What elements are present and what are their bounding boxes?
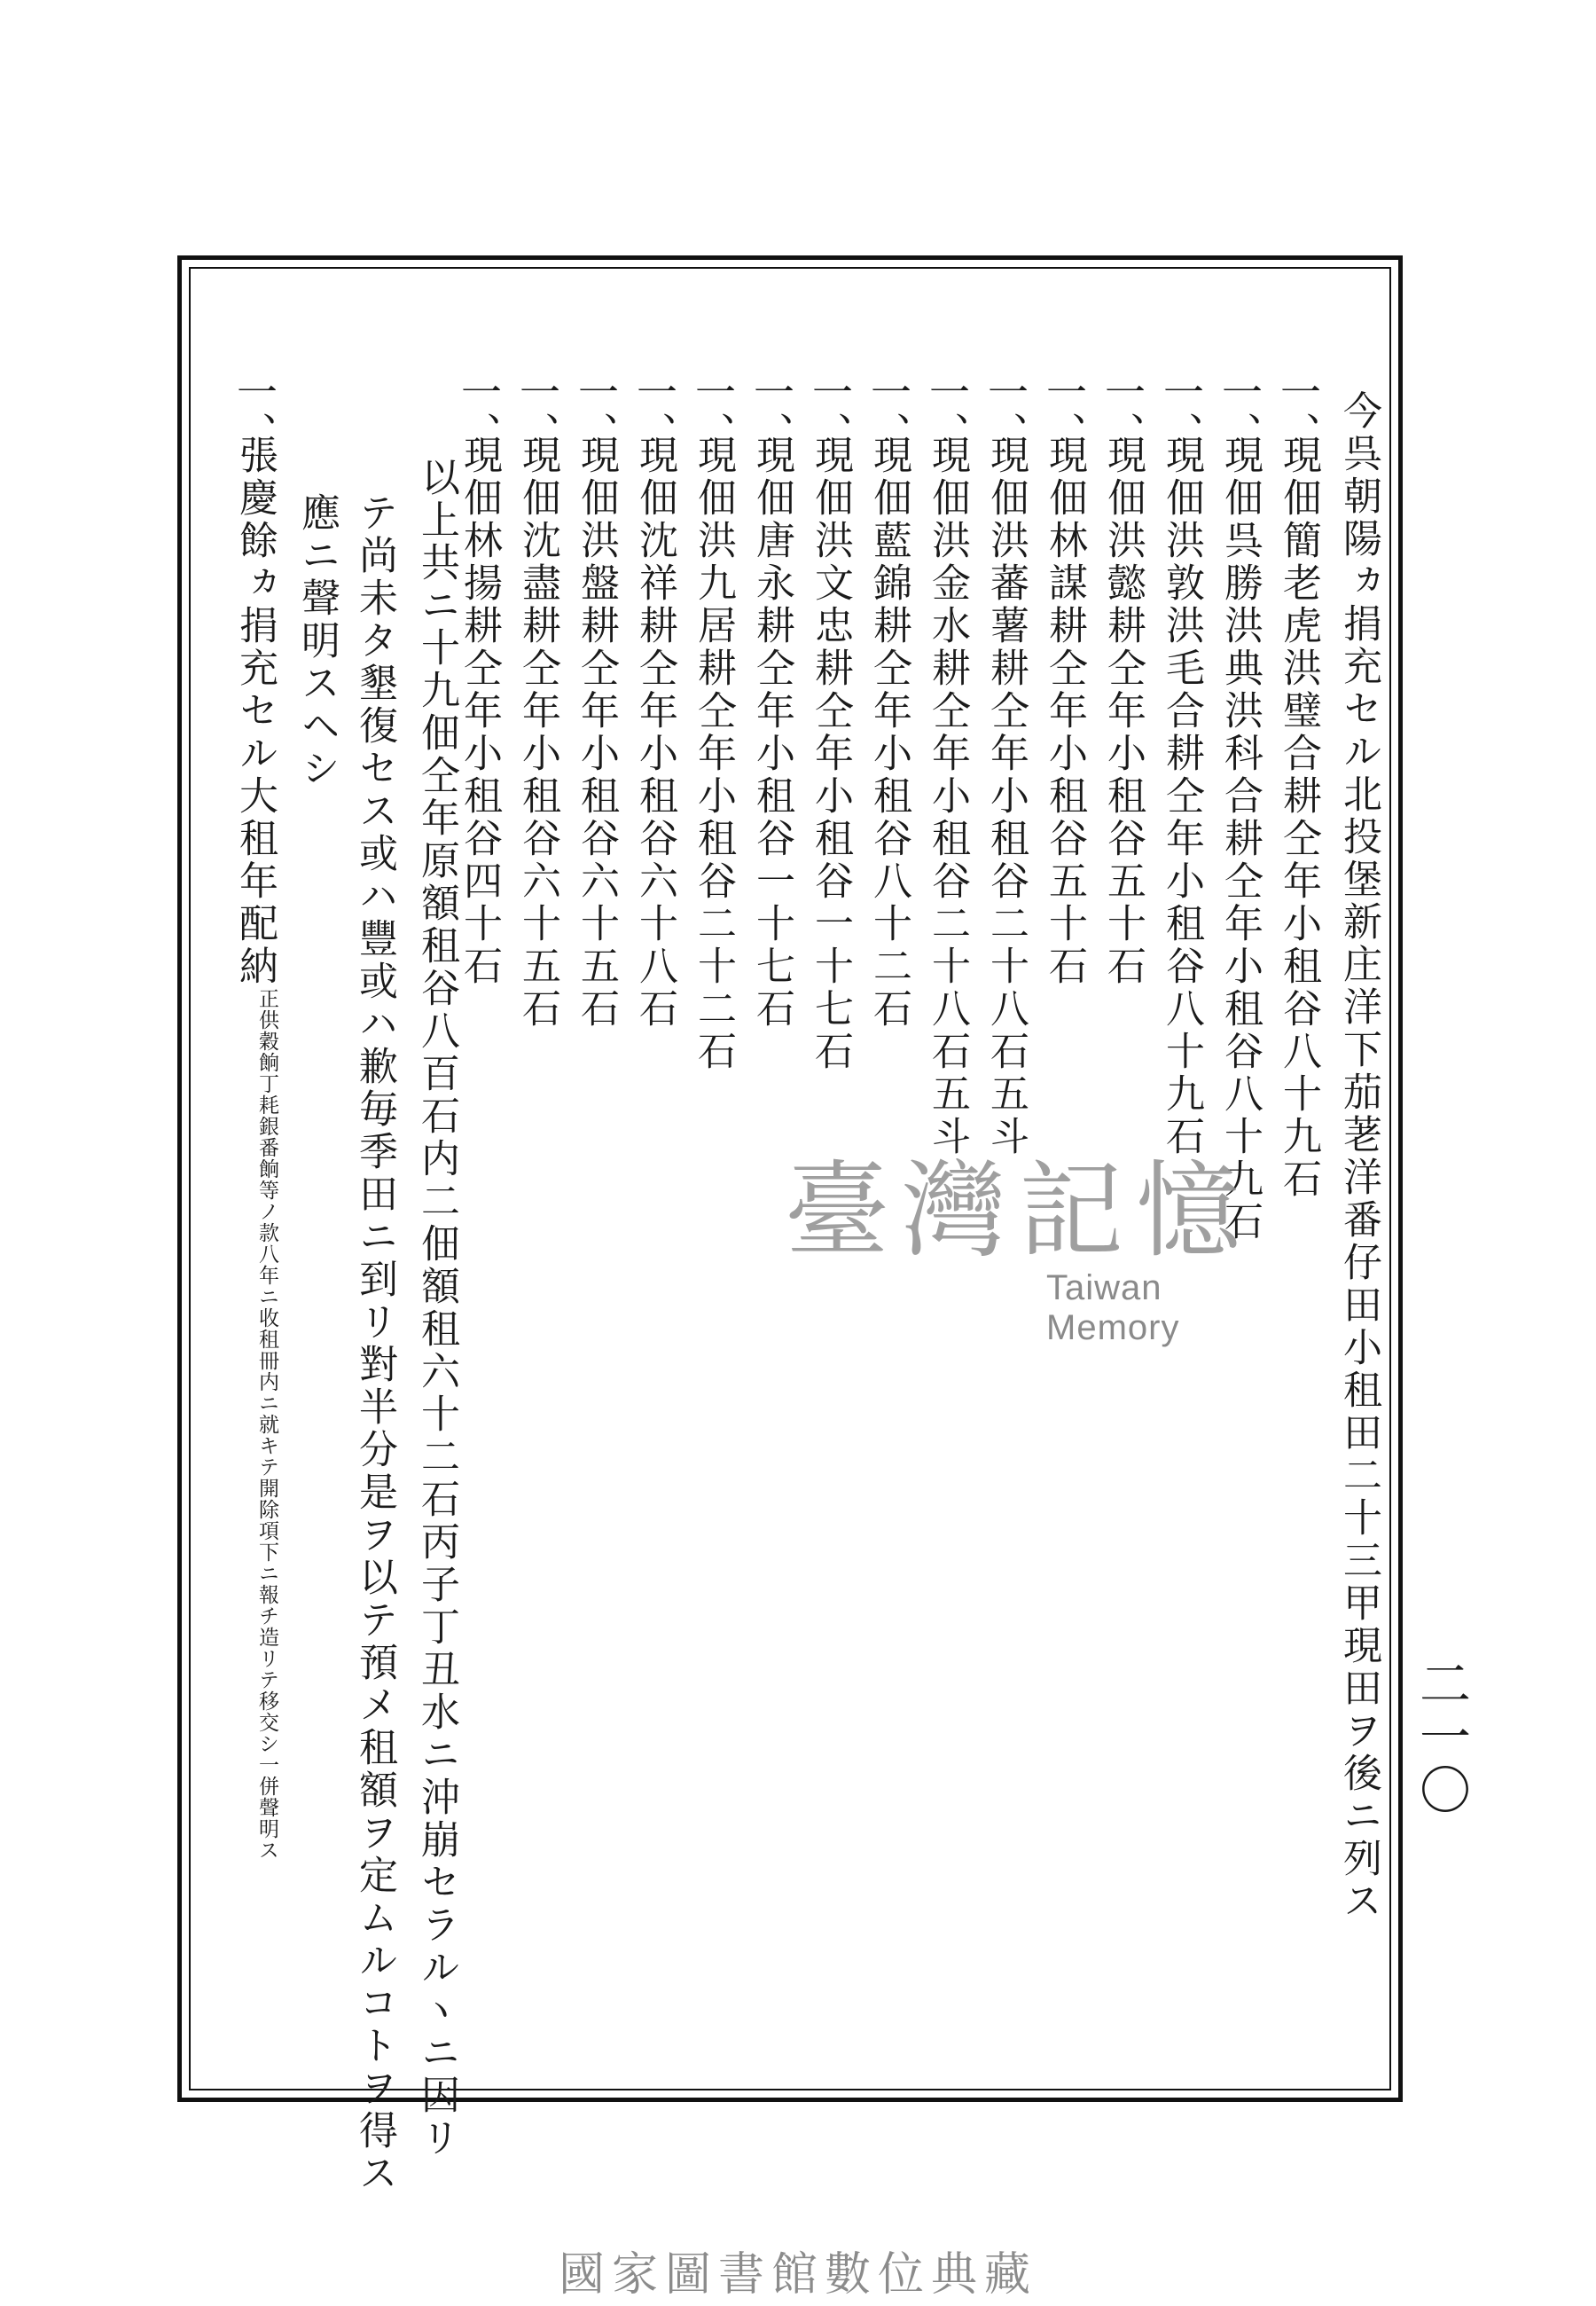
tenant-entry: 現佃洪九居耕仝年小租谷二十二石	[691, 435, 736, 1073]
tenant-entry: 現佃洪敦洪毛合耕仝年小租谷八十九石	[1159, 435, 1204, 1158]
entry-mark: 一、	[455, 371, 503, 452]
tenant-entry: 現佃洪金水耕仝年小租谷二十八石五斗	[925, 435, 970, 1158]
entry-mark: 一、	[572, 371, 620, 452]
tenant-entry: 現佃簡老虎洪璧合耕仝年小租谷八十九石	[1276, 435, 1321, 1201]
final-entry-note-left: キテ開除項下ニ報チ造リテ移交シ一併聲明ス	[255, 1435, 278, 1861]
tenant-entry: 現佃沈祥耕仝年小租谷六十八石	[632, 435, 677, 1031]
tenant-entry: 現佃呉勝洪典洪科合耕仝年小租谷八十九石	[1217, 435, 1263, 1243]
final-entry-mark: 一、	[231, 371, 278, 452]
entry-mark: 一、	[1274, 371, 1322, 452]
page-number: 二一〇	[1411, 1657, 1471, 1816]
tenant-entry: 現佃洪懿耕仝年小租谷五十石	[1100, 435, 1146, 988]
watermark-title: 臺灣記憶	[785, 1149, 1254, 1272]
tenant-entry: 現佃洪盤耕仝年小租谷六十五石	[574, 435, 619, 1031]
tenant-entry: 現佃林謀耕仝年小租谷五十石	[1042, 435, 1087, 988]
entry-mark: 一、	[864, 371, 912, 452]
taiwan-memory-watermark	[785, 1126, 1299, 1347]
entry-mark: 一、	[982, 371, 1029, 452]
summary-line-2: テ尚未タ墾復セス或ハ豐或ハ歉毎季田ニ到リ對半分是ヲ以テ預メ租額ヲ定ムルコトヲ得ス	[352, 492, 397, 2195]
tenant-entry: 現佃藍錦耕仝年小租谷八十二石	[866, 435, 911, 1031]
entry-mark: 一、	[1216, 371, 1264, 452]
tenant-entry: 現佃沈盡耕仝年小租谷六十五石	[515, 435, 560, 1031]
tenant-entry: 現佃洪蕃薯耕仝年小租谷二十八石五斗	[983, 435, 1029, 1158]
tenant-entry: 現佃林揚耕仝年小租谷四十石	[457, 435, 502, 988]
intro-line: 今呉朝陽ヵ捐充セル北投堡新庄洋下茄荖洋番仔田小租田二十三甲現田ヲ後ニ列ス	[1336, 390, 1381, 1923]
final-entry	[231, 435, 278, 1861]
final-entry-note-right: 正供穀餉丁耗銀番餉等ノ款八年ニ收租冊内ニ就	[255, 988, 278, 1435]
final-entry-main: 張慶餘ヵ捐充セル大租年配納	[232, 435, 278, 988]
entry-mark: 一、	[923, 371, 971, 452]
summary-line-1: 以上共ニ十九佃仝年原額租谷八百石内二佃額租六十二石丙子丁丑水ニ沖崩セラルヽニ因リ	[414, 457, 459, 2160]
summary-line-3: 應ニ聲明スヘシ	[294, 492, 340, 790]
entry-mark: 一、	[747, 371, 795, 452]
entry-mark: 一、	[630, 371, 678, 452]
tenant-entry: 現佃唐永耕仝年小租谷一十七石	[749, 435, 794, 1031]
entry-mark: 一、	[1040, 371, 1088, 452]
footer-collection-label: 國家圖書館數位典藏	[558, 2248, 1037, 2302]
watermark-subtitle: Taiwan Memory	[1046, 1268, 1180, 1347]
entry-mark: 一、	[689, 371, 737, 452]
entry-mark: 一、	[1099, 371, 1146, 452]
entry-mark: 一、	[806, 371, 854, 452]
entry-mark: 一、	[1157, 371, 1205, 452]
entry-mark: 一、	[513, 371, 561, 452]
tenant-entry: 現佃洪文忠耕仝年小租谷一十七石	[808, 435, 853, 1073]
